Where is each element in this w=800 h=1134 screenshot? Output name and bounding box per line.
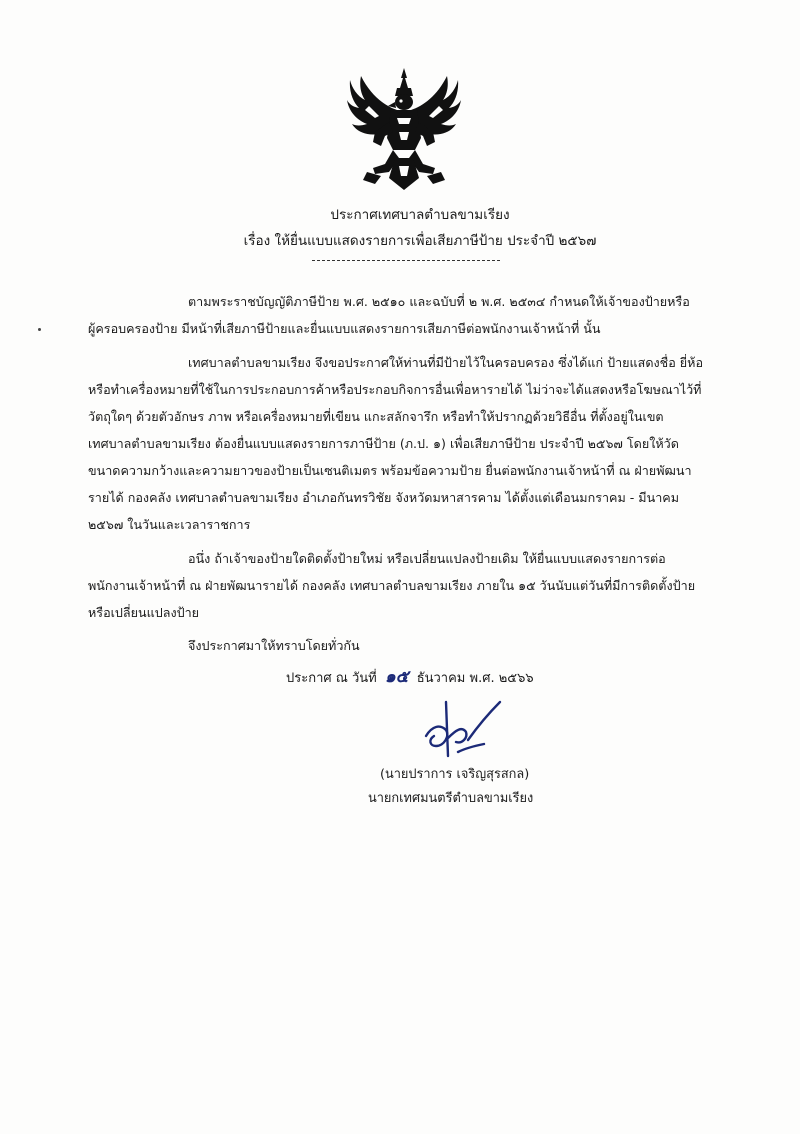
paragraph-2-line-2: หรือทำเครื่องหมายที่ใช้ในการประกอบการค้าหรือประกอบกิจการอื่นเพื่อหารายได้ ไม่ว่าจะได้แสดงหรือโฆษณาไว้ที่ xyxy=(88,382,702,397)
paragraph-2-line-1: เทศบาลตำบลขามเรียง จึงขอประกาศให้ท่านที่มีป้ายไว้ในครอบครอง ซึ่งได้แก่ ป้ายแสดงชื่อ ยี่ห้อ xyxy=(188,355,704,370)
garuda-emblem-icon xyxy=(345,66,463,194)
paragraph-1-line-2: ผู้ครอบครองป้าย มีหน้าที่เสียภาษีป้ายและยื่นแบบแสดงรายการเสียภาษีต่อพนักงานเจ้าหน้าที่ นั้น xyxy=(88,321,601,336)
paragraph-2-line-7: ๒๕๖๗ ในวันและเวลาราชการ xyxy=(88,517,251,532)
handwritten-signature-icon xyxy=(418,696,508,762)
date-day-handwritten: ๑๕ xyxy=(384,667,409,687)
signer-name: (นายปราการ เจริญสุรสกล) xyxy=(380,767,530,782)
paragraph-3-line-3: หรือเปลี่ยนแปลงป้าย xyxy=(88,605,200,620)
title-separator xyxy=(312,260,500,261)
date-prefix: ประกาศ ณ วันที่ xyxy=(286,671,377,686)
paragraph-2-line-6: รายได้ กองคลัง เทศบาลตำบลขามเรียง อำเภอกันทรวิชัย จังหวัดมหาสารคาม ได้ตั้งแต่เดือนมกราคม - มีนาคม xyxy=(88,490,680,505)
paragraph-1-line-1: ตามพระราชบัญญัติภาษีป้าย พ.ศ. ๒๕๑๐ และฉบับที่ ๒ พ.ศ. ๒๕๓๔ กำหนดให้เจ้าของป้ายหรือ xyxy=(188,294,690,309)
paragraph-2-line-5: ขนาดความกว้างและความยาวของป้ายเป็นเซนติเมตร พร้อมข้อความป้าย ยื่นต่อพนักงานเจ้าหน้าที่ ณ ฝ่ายพัฒนา xyxy=(88,463,692,478)
signer-position: นายกเทศมนตรีตำบลขามเรียง xyxy=(368,791,534,806)
document-title-line-2: เรื่อง ให้ยื่นแบบแสดงรายการเพื่อเสียภาษีป้าย ประจำปี ๒๕๖๗ xyxy=(243,233,597,249)
closing-statement: จึงประกาศมาให้ทราบโดยทั่วกัน xyxy=(188,638,360,653)
document-title-line-1: ประกาศเทศบาลตำบลขามเรียง xyxy=(330,207,510,223)
paragraph-2-line-4: เทศบาลตำบลขามเรียง ต้องยื่นแบบแสดงรายการภาษีป้าย (ภ.ป. ๑) เพื่อเสียภาษีป้าย ประจำปี ๒๕๖๗ โดยให้วัด xyxy=(88,436,679,451)
margin-mark xyxy=(38,328,41,331)
announcement-date xyxy=(286,663,534,690)
date-month-year: ธันวาคม พ.ศ. ๒๕๖๖ xyxy=(416,671,534,686)
paragraph-3-line-1: อนึ่ง ถ้าเจ้าของป้ายใดติดตั้งป้ายใหม่ หรือเปลี่ยนแปลงป้ายเดิม ให้ยื่นแบบแสดงรายการต่อ xyxy=(188,551,666,566)
paragraph-3-line-2: พนักงานเจ้าหน้าที่ ณ ฝ่ายพัฒนารายได้ กองคลัง เทศบาลตำบลขามเรียง ภายใน ๑๕ วันนับแต่วันที่มีการติดตั้งป้าย xyxy=(88,578,696,593)
paragraph-2-line-3: วัตถุใดๆ ด้วยตัวอักษร ภาพ หรือเครื่องหมายที่เขียน แกะสลักจารึก หรือทำให้ปรากฏด้วยวิธีอื่น ที่ตั้งอยู่ในเขต xyxy=(88,409,664,424)
